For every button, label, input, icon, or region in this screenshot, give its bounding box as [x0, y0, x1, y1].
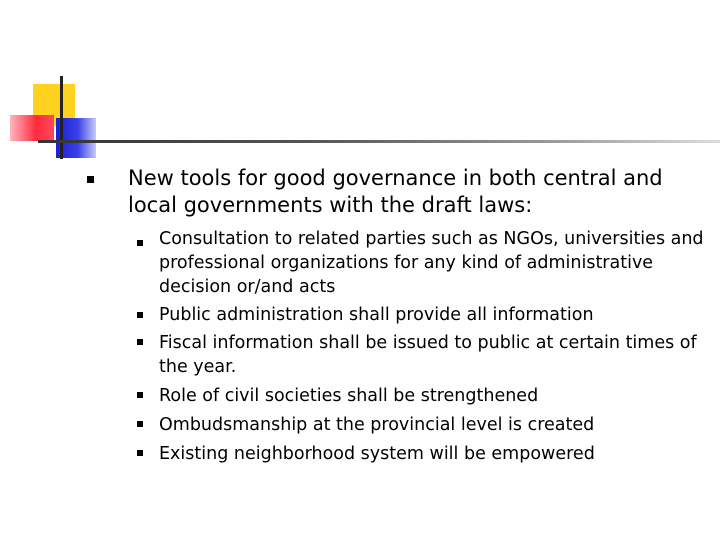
main-point: New tools for good governance in both central and local governments with the draft laws: — [128, 166, 663, 217]
logo-vertical-line — [60, 76, 63, 159]
slide-logo-decoration — [0, 0, 720, 170]
sub-point: Public administration shall provide all information — [159, 305, 594, 325]
square-bullet-icon — [137, 392, 143, 398]
square-bullet-icon — [137, 421, 143, 427]
sub-point: Existing neighborhood system will be empowered — [159, 444, 595, 464]
title-rule-line — [38, 140, 720, 143]
sub-point: Consultation to related parties such as NGOs, universities and professional organizations for any kind of administrative decision or/and acts — [159, 229, 704, 297]
square-bullet-icon — [137, 240, 143, 246]
logo-red-bar — [10, 115, 54, 141]
sub-point: Fiscal information shall be issued to public at certain times of the year. — [159, 333, 697, 377]
square-bullet-icon — [87, 176, 94, 183]
square-bullet-icon — [137, 312, 143, 318]
sub-point: Role of civil societies shall be strengthened — [159, 386, 539, 406]
square-bullet-icon — [137, 339, 143, 345]
sub-point: Ombudsmanship at the provincial level is created — [159, 415, 595, 435]
square-bullet-icon — [137, 450, 143, 456]
